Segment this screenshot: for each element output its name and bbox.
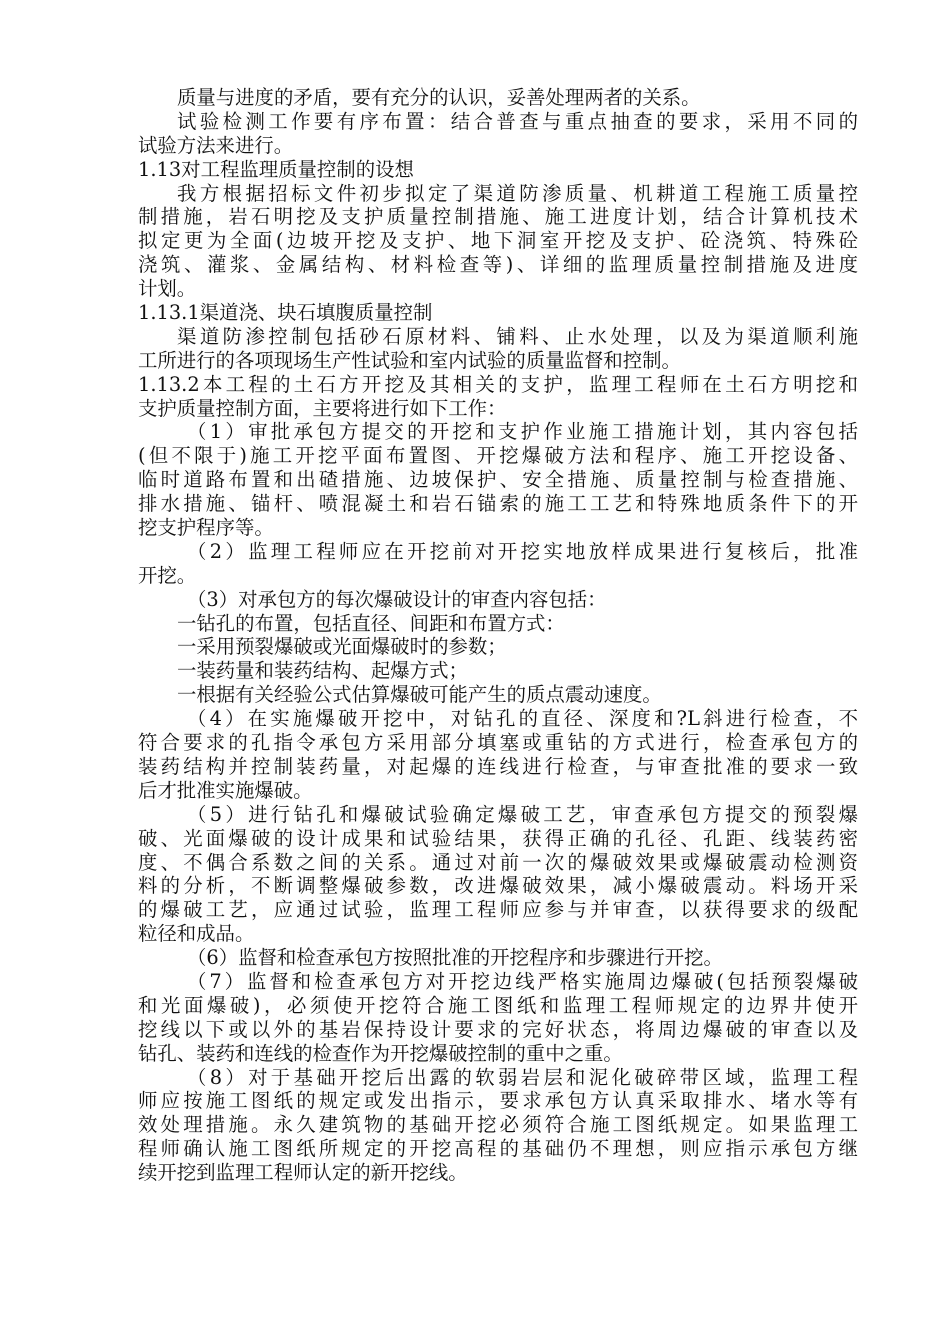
text-line: （4）在实施爆破开挖中，对钻孔的直径、深度和?L斜进行检查，不 — [187, 707, 858, 731]
text-line: 一采用预裂爆破或光面爆破时的参数； — [177, 635, 507, 659]
text-line: 一根据有关经验公式估算爆破可能产生的质点震动速度。 — [177, 683, 662, 707]
text-line: （5）进行钻孔和爆破试验确定爆破工艺，审查承包方提交的预裂爆 — [187, 802, 858, 826]
text-line: 工所进行的各项现场生产性试验和室内试验的质量监督和控制。 — [138, 348, 681, 372]
text-line: 临时道路布置和出碴措施、边坡保护、安全措施、质量控制与检查措施、 — [138, 468, 858, 492]
text-line: 度、不偶合系数之间的关系。通过对前一次的爆破效果或爆破震动检测资 — [138, 850, 858, 874]
text-line: 程师确认施工图纸所规定的开挖高程的基础仍不理想，则应指示承包方继 — [138, 1137, 858, 1161]
text-line: 1.13对工程监理质量控制的设想 — [138, 157, 414, 181]
text-line: （3）对承包方的每次爆破设计的审查内容包括： — [187, 587, 607, 611]
text-line: 一钻孔的布置，包括直径、间距和布置方式： — [177, 611, 565, 635]
text-line: 后才批准实施爆破。 — [138, 778, 313, 802]
text-line: 和光面爆破)，必须使开挖符合施工图纸和监理工程师规定的边界井使开 — [138, 993, 858, 1017]
text-line: 料的分析，不断调整爆破参数，改进爆破效果，减小爆破震动。料场开采 — [138, 874, 858, 898]
text-line: 试验检测工作要有序布置：结合普查与重点抽查的要求，采用不同的 — [177, 109, 858, 133]
text-line: 质量与进度的矛盾，要有充分的认识，妥善处理两者的关系。 — [177, 86, 701, 109]
text-line: 1.13.1渠道浇、块石填腹质量控制 — [138, 301, 433, 325]
text-line: 钻孔、装药和连线的检查作为开挖爆破控制的重中之重。 — [138, 1041, 623, 1065]
text-line: （6）监督和检查承包方按照批准的开挖程序和步骤进行开挖。 — [187, 946, 723, 970]
document-body — [138, 86, 858, 1185]
text-line: 续开挖到监理工程师认定的新开挖线。 — [138, 1161, 468, 1185]
text-line: 计划。 — [138, 277, 197, 301]
text-line: 渠道防渗控制包括砂石原材料、铺料、止水处理，以及为渠道顺利施 — [177, 324, 858, 348]
text-line: 粒径和成品。 — [138, 922, 255, 946]
text-line: 装药结构并控制装药量，对起爆的连线进行检查，与审查批准的要求一致 — [138, 754, 858, 778]
text-line: 的爆破工艺，应通过试验，监理工程师应参与并审查，以获得要求的级配 — [138, 898, 858, 922]
text-line: 符合要求的孔指令承包方采用部分填塞或重钻的方式进行，检查承包方的 — [138, 731, 858, 755]
text-line: 开挖。 — [138, 563, 197, 587]
text-line: 挖支护程序等。 — [138, 516, 274, 540]
text-line: 1.13.2本工程的土石方开挖及其相关的支护，监理工程师在土石方明挖和 — [138, 372, 858, 396]
text-line: 支护质量控制方面，主要将进行如下工作： — [138, 396, 507, 420]
text-line: （2）监理工程师应在开挖前对开挖实地放样成果进行复核后，批准 — [187, 539, 858, 563]
text-line: 我方根据招标文件初步拟定了渠道防渗质量、机耕道工程施工质量控 — [177, 181, 858, 205]
text-line: 一装药量和装药结构、起爆方式； — [177, 659, 468, 683]
text-line: （1）审批承包方提交的开挖和支护作业施工措施计划，其内容包括 — [187, 420, 858, 444]
text-line: 浇筑、灌浆、金属结构、材料检查等)、详细的监理质量控制措施及进度 — [138, 253, 858, 277]
text-line: 试验方法来进行。 — [138, 133, 294, 157]
text-line: 师应按施工图纸的规定或发出指示，要求承包方认真采取排水、堵水等有 — [138, 1089, 858, 1113]
text-line: 效处理措施。永久建筑物的基础开挖必须符合施工图纸规定。如果监理工 — [138, 1113, 858, 1137]
text-line: 排水措施、锚杆、喷混凝土和岩石锚索的施工工艺和特殊地质条件下的开 — [138, 492, 858, 516]
text-line: （8）对于基础开挖后出露的软弱岩层和泥化破碎带区域，监理工程 — [187, 1065, 858, 1089]
text-line: 挖线以下或以外的基岩保持设计要求的完好状态，将周边爆破的审查以及 — [138, 1017, 858, 1041]
text-line: (但不限于)施工开挖平面布置图、开挖爆破方法和程序、施工开挖设备、 — [138, 444, 858, 468]
text-line: （7）监督和检查承包方对开挖边线严格实施周边爆破(包括预裂爆破 — [187, 969, 858, 993]
text-line: 破、光面爆破的设计成果和试验结果，获得正确的孔径、孔距、线装药密 — [138, 826, 858, 850]
text-line: 拟定更为全面(边坡开挖及支护、地下洞室开挖及支护、砼浇筑、特殊砼 — [138, 229, 858, 253]
text-line: 制措施，岩石明挖及支护质量控制措施、施工进度计划，结合计算机技术 — [138, 205, 858, 229]
